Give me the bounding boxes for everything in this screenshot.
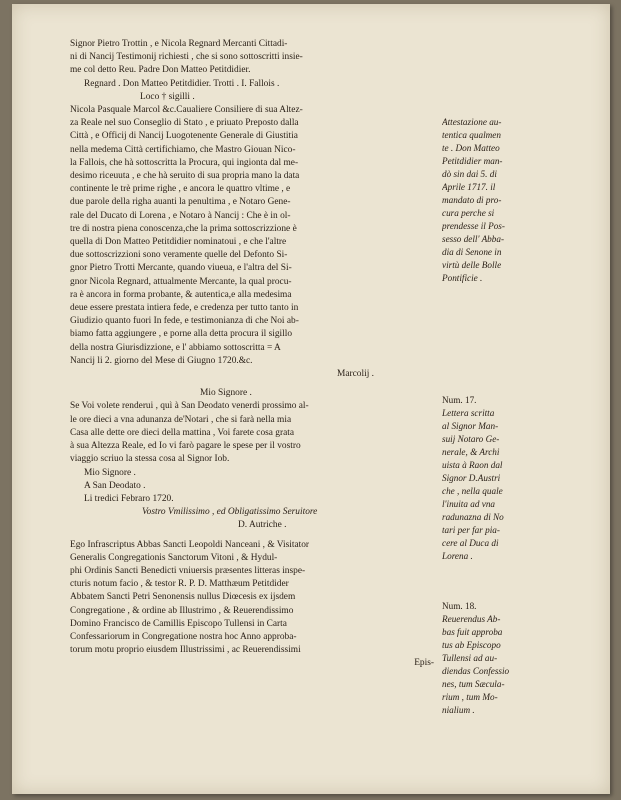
margin-line: al Signor Man-: [442, 421, 499, 431]
text-line: ra è ancora in forma probante, & autentica,e alla medesima: [70, 289, 292, 300]
place-line: A San Deodato .: [84, 480, 146, 491]
text-line: za Reale nel suo Conseglio di Stato , e priuato Preposto dalla: [70, 118, 299, 129]
text-line: Se Voi volete renderui , quì à San Deodato venerdi prossimo al-: [70, 401, 309, 412]
text-line: continente le trè prime righe , e ancora le quattro vltime , e: [70, 184, 291, 195]
text-line: Casa alle dette ore dieci della mattina , Voi farete cosa grata: [70, 427, 295, 438]
margin-note-num18: [442, 600, 532, 717]
text-line: gnor Pietro Trotti Mercante, quando viueua, e l'altra del Si-: [70, 263, 292, 274]
margin-line: sesso dell' Abba-: [442, 234, 505, 244]
margin-line: Attestazione au-: [442, 117, 502, 127]
salutation-line: Mio Signore .: [200, 388, 252, 399]
main-text-column: [70, 38, 434, 671]
margin-line: tus ab Episcopo: [442, 640, 501, 650]
text-line: Nicola Pasquale Marcol &c.Caualiere Consiliere di sua Altez-: [70, 105, 303, 116]
margin-line: dia di Senone in: [442, 247, 502, 257]
text-line: quella di Don Matteo Petitdidier nominatoui , e che l'altre: [70, 237, 287, 248]
text-line: nella medema Città certifichiamo, che Mastro Giouan Nico-: [70, 144, 296, 155]
margin-line: radunazna di No: [442, 512, 504, 522]
text-line: Confessariorum in Congregatione nostra hoc Anno approba-: [70, 631, 297, 642]
margin-line: Lorena .: [442, 551, 473, 561]
signatures-line: Regnard . Don Matteo Petitdidier. Trotti . I. Fallois .: [84, 78, 280, 89]
margin-line: tentica qualmen: [442, 130, 501, 140]
margin-line: cura perche si: [442, 208, 495, 218]
seal-line: Loco † sigilli .: [140, 91, 195, 102]
text-line: à sua Altezza Reale, ed Io vi farò pagare le spese per il vostro: [70, 441, 301, 452]
document-page: [12, 4, 610, 794]
text-line: due parole della righa auanti la penultima , e Notaro Gene-: [70, 197, 291, 208]
margin-line: l'inuita ad vna: [442, 499, 496, 509]
text-line: Signor Pietro Trottin , e Nicola Regnard Mercanti Cittadi-: [70, 39, 288, 49]
margin-line: mandato di pro-: [442, 195, 502, 205]
date-line: Li tredici Febraro 1720.: [84, 493, 174, 504]
margin-line: te . Don Matteo: [442, 143, 500, 153]
text-line: la Fallois, che hà sottoscritta la Procura, qui ingionta dal me-: [70, 157, 299, 168]
margin-line: dò sin dai 5. di: [442, 169, 497, 179]
margin-line: Aprile 1717. il: [442, 182, 496, 192]
signature-autriche: D. Autriche .: [238, 520, 287, 531]
text-line: viaggio scriuo la stessa cosa al Signor Iob.: [70, 454, 230, 465]
margin-line: che , nella quale: [442, 486, 503, 496]
margin-line: nes, tum Sæcula-: [442, 679, 505, 689]
text-line: della nostra Giurisdizzione, e l' abbiamo sottoscritta = A: [70, 342, 281, 353]
text-line: Ego Infrascriptus Abbas Sancti Leopoldi Nanceani , & Visitator: [70, 539, 310, 550]
margin-line: diendas Confessio: [442, 666, 510, 676]
note-number: Num. 18.: [442, 601, 477, 611]
text-line: Città , e Officij di Nancij Luogotenente Generale di Giustitia: [70, 131, 298, 142]
margin-line: rium , tum Mo-: [442, 692, 498, 702]
margin-line: bas fuit approba: [442, 627, 503, 637]
text-line: deue essere prestata intiera fede, e credenza per tutto tanto in: [70, 303, 299, 314]
note-number: Num. 17.: [442, 395, 477, 405]
margin-line: nerale, & Archi: [442, 447, 500, 457]
margin-line: Reuerendus Ab-: [442, 614, 501, 624]
text-line: desimo riceuuta , e che hà seruito di sua propria mano la data: [70, 171, 300, 182]
letter-block: [70, 387, 434, 532]
attestation-block: [70, 38, 434, 381]
margin-line: tari per far pia-: [442, 525, 500, 535]
margin-note-num17: [442, 394, 532, 563]
text-line: Giudizio quanto fuori In fede, e testimonianza di che Noi ab-: [70, 316, 299, 327]
catchword: Epis-: [414, 658, 434, 669]
margin-line: cere al Duca di: [442, 538, 499, 548]
text-line: biamo fatta aggiungere , e porne alla detta procura il sigillo: [70, 329, 293, 340]
servant-line: Vostro Vmilissimo , ed Obligatissimo Seruitore: [142, 507, 318, 518]
margin-line: suij Notaro Ge-: [442, 434, 500, 444]
text-line: Domino Francisco de Camillis Episcopo Tullensi in Carta: [70, 618, 287, 629]
text-line: cturis notum facio , & testor R. P. D. Matthæum Petitdider: [70, 579, 289, 590]
text-line: tre di nostra piena conoscenza,che la prima sottoscrizzione è: [70, 223, 297, 234]
margin-line: Petitdidier man-: [442, 156, 503, 166]
margin-line: uista à Raon dal: [442, 460, 503, 470]
margin-line: Tullensi ad au-: [442, 653, 498, 663]
margin-line: virtù delle Bolle: [442, 260, 502, 270]
margin-line: Lettera scritta: [442, 408, 495, 418]
signature-marcolij: Marcolij .: [337, 369, 374, 380]
text-line: torum motu proprio eiusdem Illustrissimi , ac Reuerendissimi: [70, 645, 301, 656]
text-line: gnor Nicola Regnard, attualmente Mercante, la qual procu-: [70, 276, 292, 287]
text-line: phi Ordinis Sancti Benedicti vniuersis præsentes litteras inspe-: [70, 565, 306, 576]
text-line: me col detto Reu. Padre Don Matteo Petitdidier.: [70, 65, 251, 76]
text-line: Nancij li 2. giorno del Mese di Giugno 1720.&c.: [70, 355, 253, 366]
margin-line: Signor D.Austri: [442, 473, 501, 483]
text-line: Abbatem Sancti Petri Senonensis nullus Diœcesis ex ijsdem: [70, 592, 296, 603]
text-line: ni di Nancij Testimonij richiesti , che si sono sottoscritti insie-: [70, 52, 303, 63]
text-line: Generalis Congregationis Sanctorum Vitoni , & Hydul-: [70, 552, 278, 563]
text-line: due sottoscrizzioni sono veramente quelle del Defonto Si-: [70, 250, 288, 261]
closing-line: Mio Signore .: [84, 467, 136, 478]
text-line: Congregatione , & ordine ab Illustrimo , & Reuerendissimo: [70, 605, 294, 616]
margin-line: Pontificie .: [442, 273, 483, 283]
margin-line: nialium .: [442, 705, 475, 715]
margin-note-attestation: [442, 116, 532, 285]
text-line: rale del Ducato di Lorena , e Notaro à Nancij : Che è in ol-: [70, 210, 291, 221]
margin-line: prendesse il Pos-: [442, 221, 505, 231]
latin-block: [70, 539, 434, 671]
text-line: le ore dieci a vna adunanza de'Notari , che si farà nella mia: [70, 414, 292, 425]
